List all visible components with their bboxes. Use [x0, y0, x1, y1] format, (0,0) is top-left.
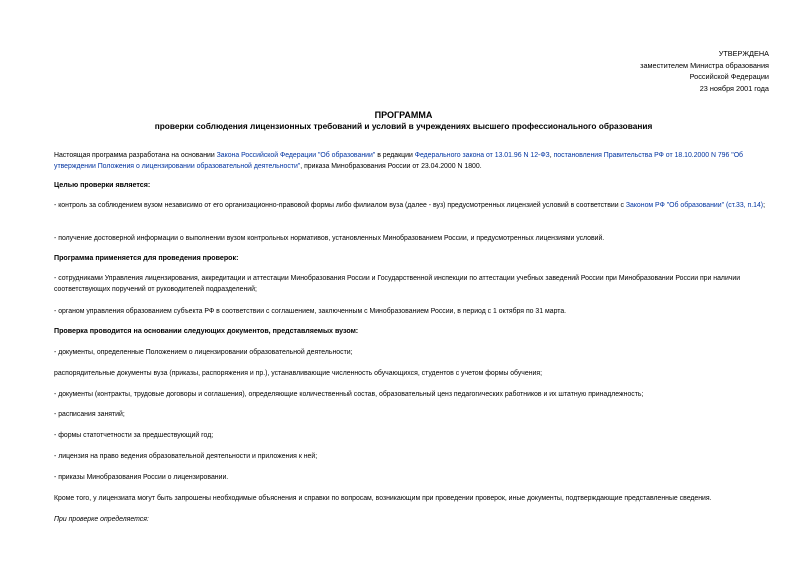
goal-heading: Целью проверки является:	[54, 181, 151, 189]
goal-item-1	[40, 200, 784, 211]
intro-text-3: ,	[549, 152, 554, 159]
goal-item-1-text: - контроль за соблюдением вузом независимо от его организационно-правовой формы либо филиалом вуза (далее - вуз) предусмотренных лицензией условий в соответствии с	[54, 202, 626, 209]
goal-item-1-end: ;	[763, 202, 766, 209]
education-law-link[interactable]: Закона Российской Федерации "Об образовании"	[216, 152, 376, 159]
closing-paragraph: Кроме того, у лицензиата могут быть запрошены необходимые объяснения и справки по вопросам, возникающим при проведении проверок, иные документы, подтверждающие представленные сведения.	[54, 495, 712, 502]
docs-item-1: - документы, определенные Положением о лицензировании образовательной деятельности;	[54, 349, 353, 356]
approval-date: 23 ноября 2001 года	[699, 83, 769, 93]
docs-item-5: - формы статотчетности за предшествующий год;	[54, 432, 214, 439]
apply-heading: Программа применяется для проведения проверок:	[54, 254, 239, 262]
approval-country: Российской Федерации	[689, 72, 769, 81]
docs-item-4: - расписания занятий;	[54, 411, 125, 418]
goal-item-2: - получение достоверной информации о выполнении вузом контрольных нормативов, установленных Минобразованием России, и предусмотренных лицензиями условий.	[54, 235, 605, 242]
determine-heading: При проверке определяется:	[54, 516, 149, 523]
approval-block	[640, 48, 769, 94]
intro-text-4: , приказа Минобразования России от 23.04.2000 N 1800.	[300, 163, 482, 171]
education-law-article-link[interactable]: Законом РФ "Об образовании" (ст.33, п.14)	[625, 202, 764, 209]
intro-text-1: Настоящая программа разработана на основании	[54, 152, 217, 159]
apply-item-2: - органом управления образованием субъекта РФ в соответствии с соглашением, заключенным с Минобразованием России, в период с 1 октября по 31 марта.	[54, 308, 567, 315]
approval-by: заместителем Министра образования	[640, 60, 769, 70]
government-decree-link[interactable]: постановления Правительства РФ от 18.10.2000 N 796 "Об утверждении Положения о лицензировании образовательной деятельности"	[54, 152, 744, 171]
docs-item-7: - приказы Минобразования России о лицензировании.	[54, 474, 229, 481]
apply-item-1: - сотрудниками Управления лицензирования, аккредитации и аттестации Минобразования России и Государственной инспекции по аттестации учебных заведений России при Минобразовании России при наличии соответствующих поручений от руководителей подразделений;	[54, 275, 741, 294]
intro-paragraph	[40, 150, 784, 173]
federal-law-link[interactable]: Федерального закона от 13.01.96 N 12-ФЗ	[414, 152, 550, 159]
intro-text-2: в редакции	[375, 152, 415, 159]
docs-item-3: - документы (контракты, трудовые договоры и соглашения), определяющие количественный состав, образовательный ценз педагогических работников и их штатную принадлежность;	[54, 391, 644, 398]
docs-item-6: - лицензия на право ведения образовательной деятельности и приложения к ней;	[54, 453, 318, 460]
docs-heading: Проверка проводится на основании следующих документов, представляемых вузом:	[54, 327, 359, 335]
document-subtitle: проверки соблюдения лицензионных требований и условий в учреждениях высшего профессионального образования	[154, 121, 653, 131]
docs-item-2: распорядительные документы вуза (приказы, распоряжения и пр.), устанавливающие численность обучающихся, студентов с учетом формы обучения;	[54, 370, 542, 377]
document-title: ПРОГРАММА	[374, 110, 433, 120]
approval-stamp: УТВЕРЖДЕНА	[718, 49, 769, 58]
